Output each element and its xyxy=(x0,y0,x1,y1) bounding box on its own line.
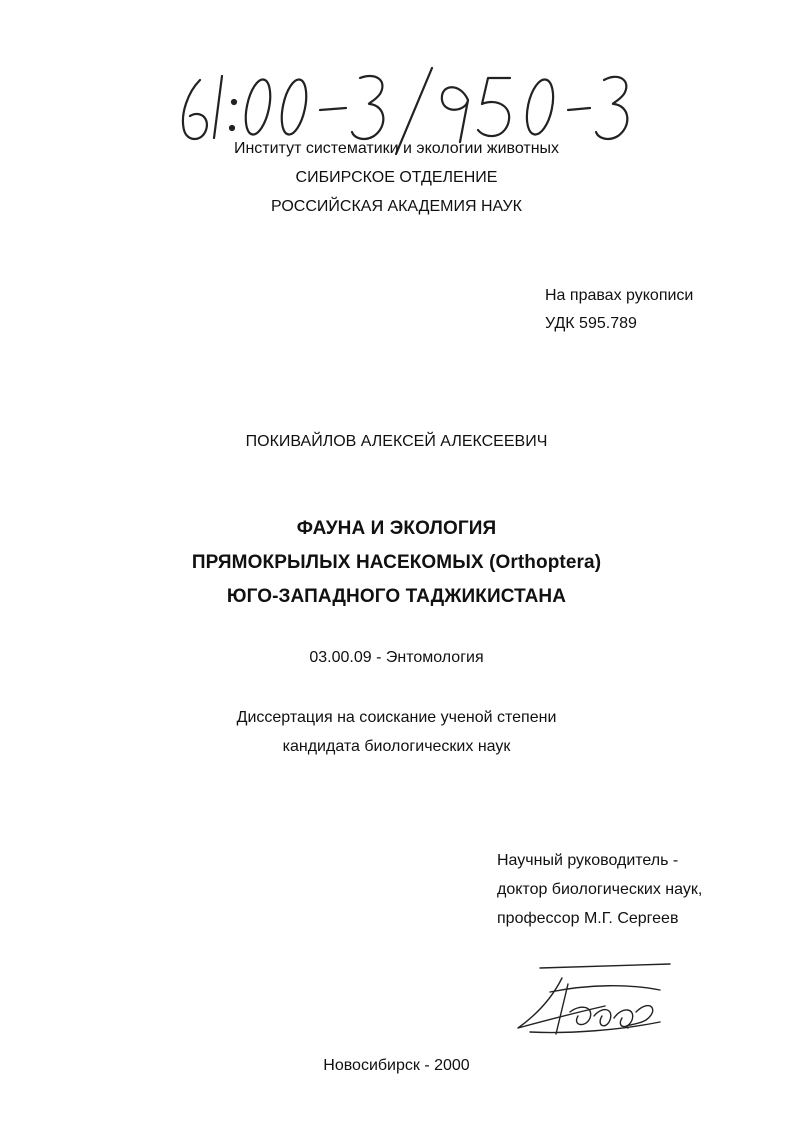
supervisor-signature xyxy=(510,962,680,1042)
division-name: СИБИРСКОЕ ОТДЕЛЕНИЕ xyxy=(295,169,498,186)
manuscript-rights: На правах рукописи xyxy=(545,287,694,304)
title-line-2-prefix: ПРЯМОКРЫЛЫХ НАСЕКОМЫХ ( xyxy=(191,552,496,573)
title-line-2 xyxy=(0,551,793,575)
degree-line-2: кандидата биологических наук xyxy=(282,738,511,755)
academy-name: РОССИЙСКАЯ АКАДЕМИЯ НАУК xyxy=(271,198,522,215)
city-and-year: Новосибирск - 2000 xyxy=(323,1057,470,1074)
specialty-code: 03.00.09 - Энтомология xyxy=(309,649,484,666)
title-line-1: ФАУНА И ЭКОЛОГИЯ xyxy=(296,518,497,539)
author-name: ПОКИВАЙЛОВ АЛЕКСЕЙ АЛЕКСЕЕВИЧ xyxy=(245,433,548,450)
supervisor-degree: доктор биологических наук, xyxy=(497,881,703,898)
supervisor-label: Научный руководитель - xyxy=(497,852,679,869)
title-line-3: ЮГО-ЗАПАДНОГО ТАДЖИКИСТАНА xyxy=(226,586,567,607)
institute-name: Институт систематики и экологии животных xyxy=(233,140,560,157)
supervisor-name: профессор М.Г. Сергеев xyxy=(497,910,679,927)
signature-drawing xyxy=(510,962,680,1042)
title-line-2-suffix: ) xyxy=(594,552,602,573)
degree-line-1: Диссертация на соискание ученой степени xyxy=(236,709,557,726)
title-latin-name: Orthoptera xyxy=(495,552,595,573)
udk-code: УДК 595.789 xyxy=(545,315,637,332)
